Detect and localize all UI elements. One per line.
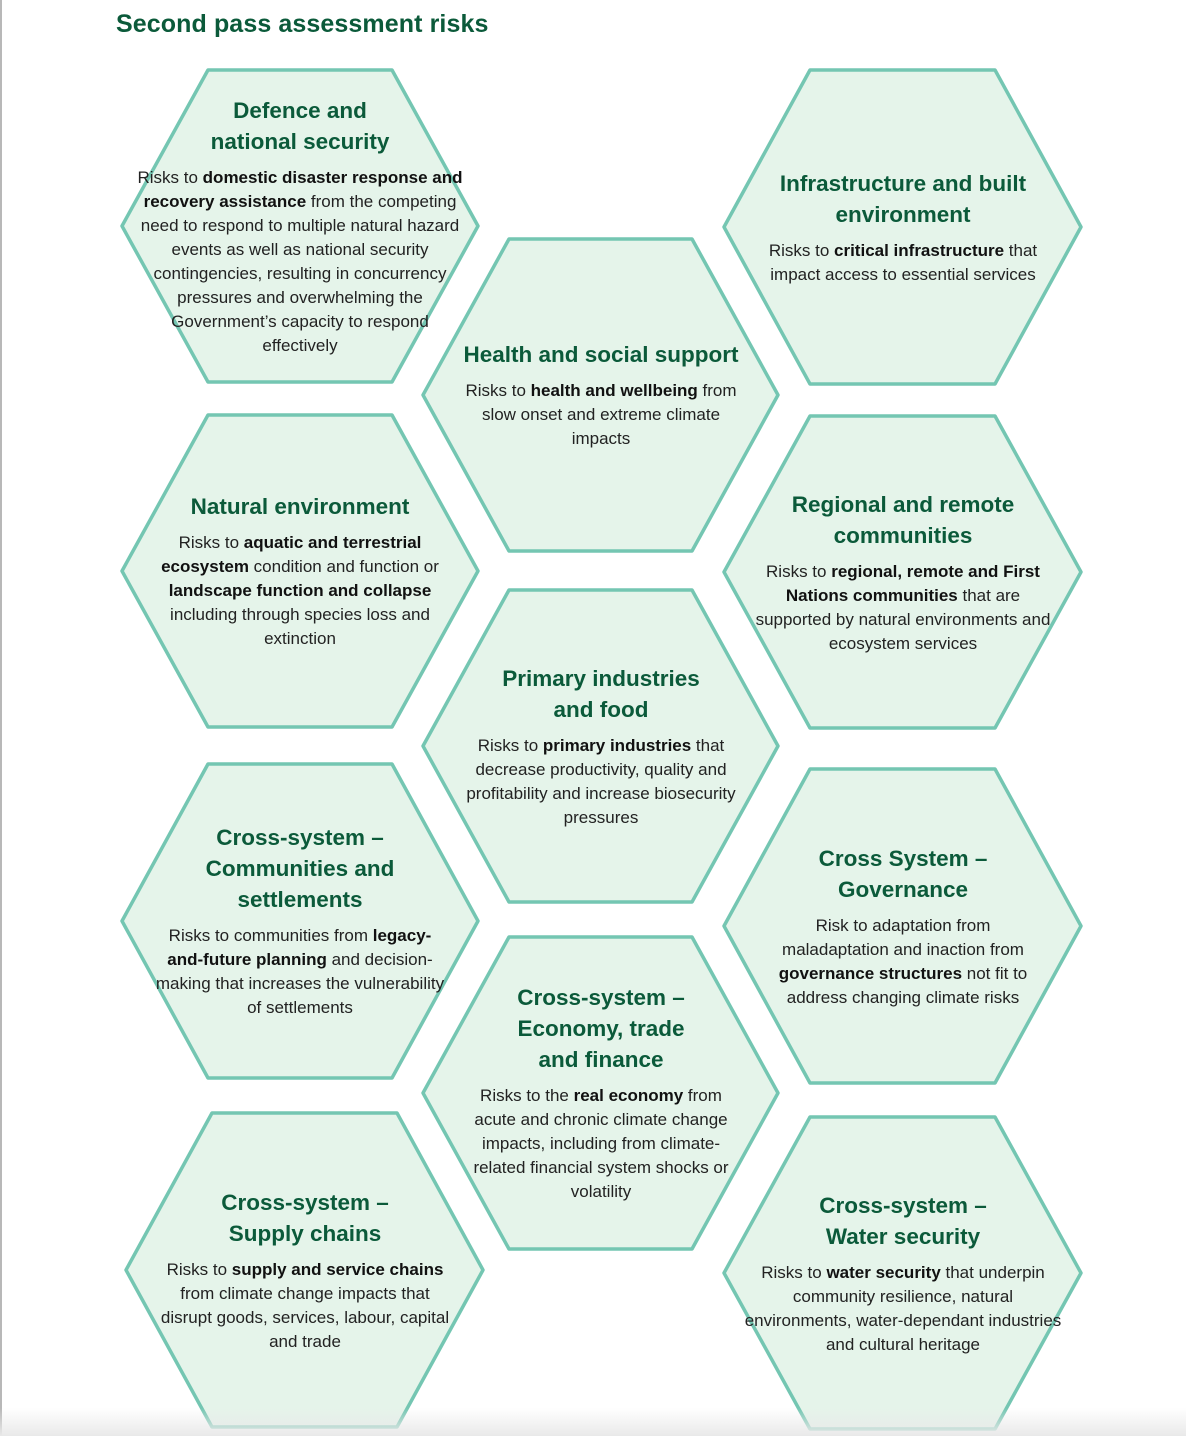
hex-desc-defence bbox=[132, 166, 468, 358]
emphasis-text: real economy bbox=[573, 1086, 684, 1105]
page-title: Second pass assessment risks bbox=[116, 10, 489, 38]
body-text: from climate change impacts that disrupt goods, services, labour, capital and trade bbox=[160, 1283, 450, 1351]
body-text: Risks to bbox=[761, 1262, 827, 1282]
hex-desc-natural bbox=[150, 531, 450, 651]
body-text: Risks to bbox=[178, 533, 244, 552]
body-text: that underpin community resilience, natural environments, water-dependant industries and cultural heritage bbox=[744, 1262, 1062, 1354]
hex-desc-primary bbox=[466, 734, 736, 830]
hex-title-water: Cross-system – Water security bbox=[819, 1192, 987, 1249]
hex-title-supply: Cross-system – Supply chains bbox=[221, 1189, 389, 1246]
body-text: condition and function or bbox=[248, 557, 439, 576]
hex-economy bbox=[438, 943, 764, 1243]
hex-title-infrastructure: Infrastructure and built environment bbox=[779, 170, 1027, 227]
body-text: that are supported by natural environments and ecosystem services bbox=[755, 585, 1051, 653]
emphasis-text: landscape function and collapse bbox=[168, 581, 432, 600]
hex-title-communities: Cross-system – Communities and settlements bbox=[205, 825, 395, 912]
body-text: from acute and chronic climate change impacts, including from climate-related financial system shocks or volatility bbox=[473, 1086, 729, 1201]
hex-primary bbox=[438, 596, 764, 896]
body-text: from the competing need to respond to multiple natural hazard events as well as national security contingencies, resulting in concurrency pressures and overwhelming the Government’s capacity to respond effectively bbox=[140, 191, 460, 355]
hex-infrastructure bbox=[740, 76, 1066, 378]
hex-supply bbox=[142, 1119, 468, 1421]
hex-desc-governance bbox=[778, 914, 1028, 1010]
hex-desc-communities bbox=[155, 924, 445, 1020]
emphasis-text: aquatic and terrestrial ecosystem bbox=[161, 533, 422, 576]
hex-desc-regional bbox=[753, 560, 1053, 656]
hex-desc-health bbox=[451, 379, 751, 451]
emphasis-text: critical infrastructure bbox=[834, 240, 1005, 260]
hex-desc-water bbox=[744, 1261, 1062, 1357]
hex-title-defence: Defence and national security bbox=[210, 97, 390, 154]
hex-governance bbox=[740, 775, 1066, 1077]
emphasis-text: water security bbox=[826, 1262, 941, 1282]
body-text: Risks to bbox=[766, 561, 832, 581]
emphasis-text: health and wellbeing bbox=[530, 381, 698, 400]
body-text: that decrease productivity, quality and profitability and increase biosecurity pressures bbox=[466, 735, 736, 827]
body-text: Risks to bbox=[166, 1259, 232, 1279]
emphasis-text: primary industries bbox=[542, 735, 692, 755]
hex-title-regional: Regional and remote communities bbox=[791, 491, 1015, 548]
body-text: Risks to bbox=[768, 240, 835, 260]
body-text: that impact access to essential services bbox=[770, 240, 1038, 284]
hex-health bbox=[438, 245, 764, 545]
hex-defence bbox=[128, 76, 472, 376]
emphasis-text: governance structures bbox=[778, 963, 963, 983]
hex-title-governance: Cross System – Governance bbox=[818, 845, 988, 902]
hex-title-primary: Primary industries and food bbox=[502, 665, 700, 722]
emphasis-text: regional, remote and First Nations communities bbox=[785, 561, 1040, 605]
hex-desc-economy bbox=[466, 1084, 736, 1204]
body-text: including through species loss and extinction bbox=[170, 605, 430, 648]
body-text: Risks to the bbox=[480, 1086, 574, 1105]
emphasis-text: legacy-and-future planning bbox=[167, 926, 432, 969]
hex-title-health: Health and social support bbox=[463, 342, 739, 367]
body-text: and decision-making that increases the vulnerability of settlements bbox=[155, 950, 445, 1017]
page-bottom-shadow bbox=[0, 1408, 1186, 1436]
hex-natural bbox=[138, 421, 462, 721]
hex-desc-infrastructure bbox=[768, 239, 1038, 287]
body-text: Risks to bbox=[137, 167, 203, 187]
hex-desc-supply bbox=[160, 1258, 450, 1354]
body-text: Risks to communities from bbox=[168, 926, 373, 945]
hex-regional bbox=[740, 422, 1066, 722]
body-text: Risk to adaptation from maladaptation and inaction from bbox=[782, 915, 1024, 959]
body-text: not fit to address changing climate risks bbox=[786, 963, 1028, 1007]
body-text: from slow onset and extreme climate impacts bbox=[481, 381, 737, 448]
hex-title-natural: Natural environment bbox=[190, 494, 410, 519]
hex-title-economy: Cross-system – Economy, trade and finance bbox=[517, 985, 685, 1072]
body-text: Risks to bbox=[465, 381, 531, 400]
hex-water bbox=[740, 1123, 1066, 1423]
emphasis-text: supply and service chains bbox=[231, 1259, 444, 1279]
hex-communities bbox=[138, 770, 462, 1072]
emphasis-text: domestic disaster response and recovery assistance bbox=[143, 167, 463, 211]
body-text: Risks to bbox=[477, 735, 543, 755]
